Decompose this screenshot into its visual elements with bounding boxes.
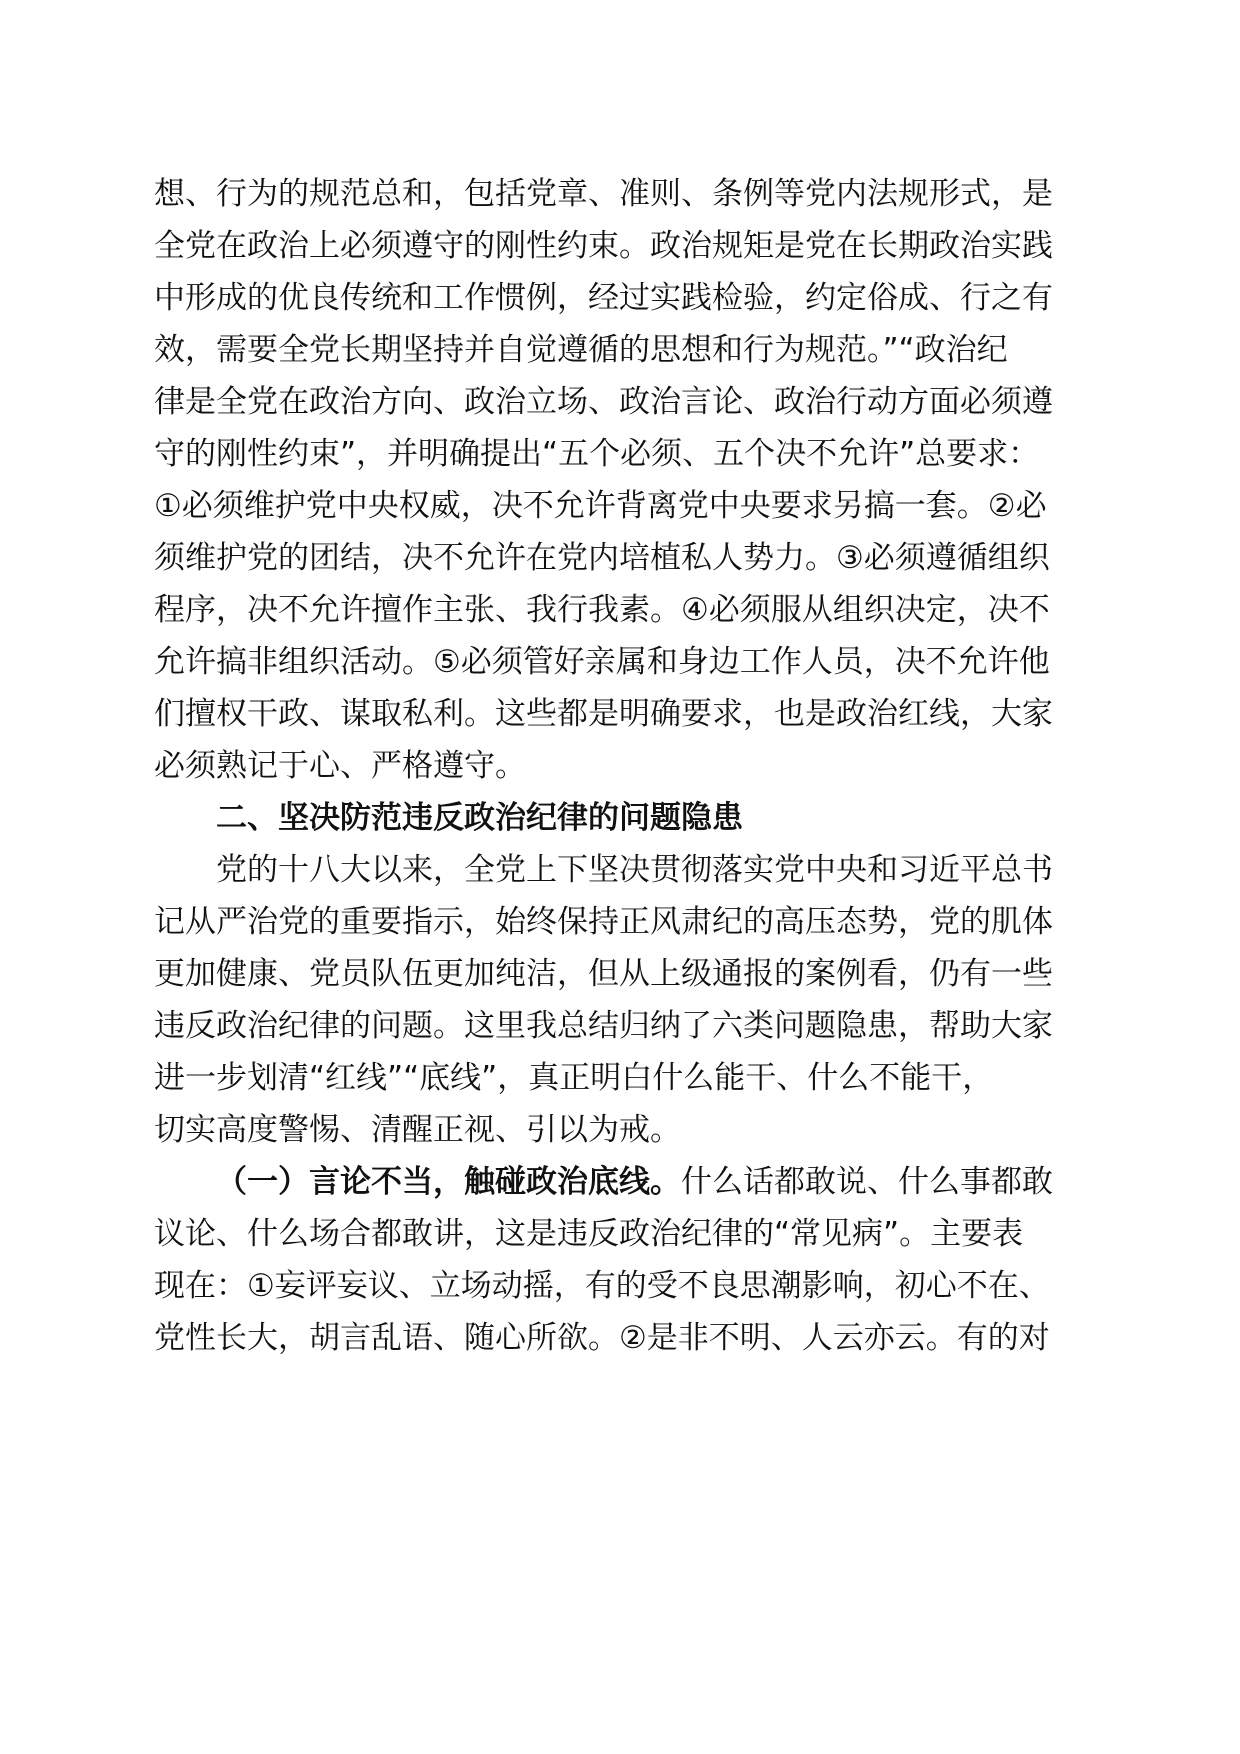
paragraph-line: 切实高度警惕、清醒正视、引以为戒。 bbox=[154, 1112, 681, 1148]
paragraph-line: ①必须维护党中央权威，决不允许背离党中央要求另搞一套。②必 bbox=[154, 488, 1047, 524]
paragraph-line: 效，需要全党长期坚持并自觉遵循的思想和行为规范。”“政治纪 bbox=[154, 332, 1008, 368]
paragraph-line: 允许搞非组织活动。⑤必须管好亲属和身边工作人员，决不允许他 bbox=[154, 644, 1050, 680]
paragraph-line: 全党在政治上必须遵守的刚性约束。政治规矩是党在长期政治实践 bbox=[154, 228, 1053, 264]
paragraph-line: 须维护党的团结，决不允许在党内培植私人势力。③必须遵循组织 bbox=[154, 540, 1050, 576]
paragraph-line: 进一步划清“红线”“底线”，真正明白什么能干、什么不能干， bbox=[154, 1060, 994, 1096]
paragraph-line: 程序，决不允许擅作主张、我行我素。④必须服从组织决定，决不 bbox=[154, 592, 1050, 628]
paragraph-line: 守的刚性约束”，并明确提出“五个必须、五个决不允许”总要求： bbox=[154, 436, 1040, 472]
section-heading: 二、坚决防范违反政治纪律的问题隐患 bbox=[216, 800, 743, 836]
document-page bbox=[154, 0, 1086, 1754]
subsection-title: （一）言论不当，触碰政治底线。 bbox=[216, 1164, 681, 1200]
paragraph-line: 中形成的优良传统和工作惯例，经过实践检验，约定俗成、行之有 bbox=[154, 280, 1053, 316]
paragraph-line: 违反政治纪律的问题。这里我总结归纳了六类问题隐患，帮助大家 bbox=[154, 1008, 1053, 1044]
paragraph-line: 现在：①妄评妄议、立场动摇，有的受不良思潮影响，初心不在、 bbox=[154, 1268, 1050, 1304]
paragraph-line: 想、行为的规范总和，包括党章、准则、条例等党内法规形式，是 bbox=[154, 176, 1053, 212]
paragraph-line: 记从严治党的重要指示，始终保持正风肃纪的高压态势，党的肌体 bbox=[154, 904, 1053, 940]
paragraph-line: 党性长大，胡言乱语、随心所欲。②是非不明、人云亦云。有的对 bbox=[154, 1320, 1050, 1356]
paragraph-line: 党的十八大以来，全党上下坚决贯彻落实党中央和习近平总书 bbox=[216, 852, 1053, 888]
paragraph-line: 律是全党在政治方向、政治立场、政治言论、政治行动方面必须遵 bbox=[154, 384, 1053, 420]
paragraph-line: 必须熟记于心、严格遵守。 bbox=[154, 748, 526, 784]
paragraph-line: 议论、什么场合都敢讲，这是违反政治纪律的“常见病”。主要表 bbox=[154, 1216, 1024, 1252]
paragraph-line: 们擅权干政、谋取私利。这些都是明确要求，也是政治红线，大家 bbox=[154, 696, 1053, 732]
paragraph-line: 更加健康、党员队伍更加纯洁，但从上级通报的案例看，仍有一些 bbox=[154, 956, 1053, 992]
subsection-first-line bbox=[216, 1162, 1053, 1202]
subsection-text: 什么话都敢说、什么事都敢 bbox=[681, 1164, 1053, 1200]
